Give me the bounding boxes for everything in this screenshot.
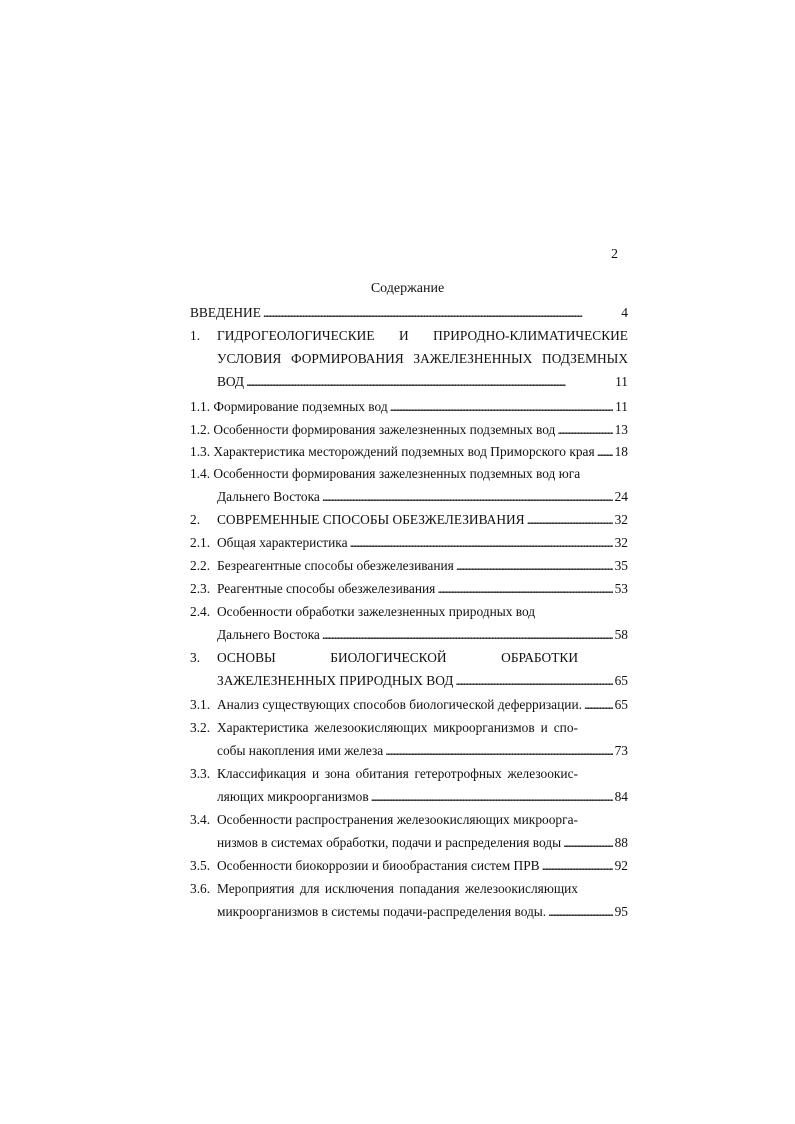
toc-leader xyxy=(437,580,612,598)
toc-section-number: 2.3. xyxy=(190,581,211,596)
toc-entry-2-4[interactable] xyxy=(217,626,628,644)
toc-entry-text: Безреагентные способы обезжелезивания xyxy=(217,558,454,573)
toc-page-number: 73 xyxy=(614,743,628,758)
toc-entry-2-3[interactable] xyxy=(217,580,628,598)
toc-page-number: 4 xyxy=(621,305,628,320)
toc-leader xyxy=(584,696,613,714)
toc-leader xyxy=(371,788,613,806)
toc-entry-ch1[interactable] xyxy=(217,373,628,391)
toc-entry-text: 1.3. Характеристика месторождений подземных вод Приморского края xyxy=(190,444,595,459)
toc-leader xyxy=(322,626,613,644)
toc-entry-text: ВОД xyxy=(217,374,245,389)
toc-leader xyxy=(455,672,612,690)
toc-entry-text: Общая характеристика xyxy=(217,535,348,550)
toc-page-number: 11 xyxy=(615,399,628,414)
toc-entry-1-3[interactable] xyxy=(190,443,628,461)
toc-leader xyxy=(597,443,613,461)
toc-leader xyxy=(246,373,613,391)
toc-entry-text: ЗАЖЕЛЕЗНЕННЫХ ПРИРОДНЫХ ВОД xyxy=(217,673,454,688)
toc-page-number: 88 xyxy=(614,835,628,850)
toc-page-number: 32 xyxy=(614,512,628,527)
toc-entry-intro[interactable] xyxy=(190,304,628,322)
toc-entry-text: ляющих микроорганизмов xyxy=(217,789,369,804)
toc-leader xyxy=(542,857,613,875)
toc-section-number: 3.5. xyxy=(190,858,211,873)
toc-entry-3-2[interactable] xyxy=(217,742,628,760)
toc-page-number: 18 xyxy=(614,444,628,459)
toc-entry-2-4-line1[interactable]: Особенности обработки зажелезненных природных вод xyxy=(217,604,536,619)
toc-entry-text: Дальнего Востока xyxy=(217,489,320,504)
toc-entry-3-3-line1[interactable]: Классификация и зона обитания гетеротрофных железоокис- xyxy=(217,766,578,781)
toc-entry-1-4-line1[interactable]: 1.4. Особенности формирования зажелезненных подземных вод юга xyxy=(190,466,581,481)
toc-entry-2-1[interactable] xyxy=(217,534,628,552)
toc-page-number: 92 xyxy=(614,858,628,873)
toc-leader xyxy=(263,304,619,322)
toc-leader xyxy=(350,534,613,552)
toc-entry-3-1[interactable] xyxy=(217,696,628,714)
toc-entry-3-4-line1[interactable]: Особенности распространения железоокисляющих микроорга- xyxy=(217,812,578,827)
toc-entry-ch2[interactable] xyxy=(217,511,628,529)
toc-section-number: 3.1. xyxy=(190,697,211,712)
toc-page-number: 24 xyxy=(614,489,628,504)
toc-section-number: 2.1. xyxy=(190,535,211,550)
toc-title: Содержание xyxy=(370,281,445,296)
toc-entry-ch3[interactable] xyxy=(217,672,628,690)
toc-page-number: 11 xyxy=(615,374,628,389)
toc-page-number: 95 xyxy=(614,904,628,919)
toc-entry-text: низмов в системах обработки, подачи и распределения воды xyxy=(217,835,562,850)
toc-entry-text: собы накопления ими железа xyxy=(217,743,384,758)
toc-entry-text: Реагентные способы обезжелезивания xyxy=(217,581,436,596)
toc-entry-3-6-line1[interactable]: Мероприятия для исключения попадания железоокисляющих xyxy=(217,881,578,896)
toc-page-number: 53 xyxy=(614,581,628,596)
toc-leader xyxy=(548,903,612,921)
toc-page-number: 65 xyxy=(614,697,628,712)
toc-entry-text: ВВЕДЕНИЕ xyxy=(190,305,261,320)
toc-entry-3-2-line1[interactable]: Характеристика железоокисляющих микроорганизмов и спо- xyxy=(217,720,578,735)
toc-page-number: 35 xyxy=(614,558,628,573)
toc-chapter-number: 2. xyxy=(190,512,201,527)
toc-entry-ch1-line2[interactable]: УСЛОВИЯ ФОРМИРОВАНИЯ ЗАЖЕЛЕЗНЕННЫХ ПОДЗЕМНЫХ xyxy=(217,351,628,366)
toc-leader xyxy=(322,488,613,506)
toc-entry-3-3[interactable] xyxy=(217,788,628,806)
toc-chapter-number: 3. xyxy=(190,650,201,665)
toc-entry-1-4[interactable] xyxy=(217,488,628,506)
toc-section-number: 2.4. xyxy=(190,604,211,619)
toc-leader xyxy=(385,742,612,760)
toc-leader xyxy=(456,557,613,575)
toc-entry-ch3-line1[interactable]: ОСНОВЫ БИОЛОГИЧЕСКОЙ ОБРАБОТКИ xyxy=(217,650,578,665)
toc-page-number: 32 xyxy=(614,535,628,550)
toc-entry-ch1-line1[interactable]: ГИДРОГЕОЛОГИЧЕСКИЕ И ПРИРОДНО-КЛИМАТИЧЕСКИЕ xyxy=(217,328,628,343)
toc-entry-1-2[interactable] xyxy=(190,421,628,439)
toc-entry-1-1[interactable] xyxy=(190,398,628,416)
toc-section-number: 3.3. xyxy=(190,766,211,781)
toc-section-number: 3.2. xyxy=(190,720,211,735)
toc-entry-text: СОВРЕМЕННЫЕ СПОСОБЫ ОБЕЗЖЕЛЕЗИВАНИЯ xyxy=(217,512,525,527)
toc-entry-text: 1.1. Формирование подземных вод xyxy=(190,399,388,414)
toc-entry-text: Дальнего Востока xyxy=(217,627,320,642)
toc-leader xyxy=(390,398,613,416)
toc-entry-text: микроорганизмов в системы подачи-распределения воды. xyxy=(217,904,547,919)
toc-page-number: 65 xyxy=(614,673,628,688)
toc-page-number: 84 xyxy=(614,789,628,804)
page-number: 2 xyxy=(611,247,618,262)
toc-entry-text: Анализ существующих способов биологической деферризации. xyxy=(217,697,582,712)
toc-entry-3-6[interactable] xyxy=(217,903,628,921)
toc-entry-2-2[interactable] xyxy=(217,557,628,575)
toc-page-number: 13 xyxy=(614,422,628,437)
toc-entry-3-4[interactable] xyxy=(217,834,628,852)
toc-page-number: 58 xyxy=(614,627,628,642)
toc-leader xyxy=(563,834,613,852)
toc-leader xyxy=(557,421,612,439)
toc-leader xyxy=(527,511,613,529)
toc-section-number: 2.2. xyxy=(190,558,211,573)
toc-section-number: 3.4. xyxy=(190,812,211,827)
toc-entry-text: 1.2. Особенности формирования зажелезненных подземных вод xyxy=(190,422,556,437)
toc-chapter-number: 1. xyxy=(190,328,201,343)
toc-entry-3-5[interactable] xyxy=(217,857,628,875)
toc-section-number: 3.6. xyxy=(190,881,211,896)
toc-entry-text: Особенности биокоррозии и биообрастания систем ПРВ xyxy=(217,858,540,873)
